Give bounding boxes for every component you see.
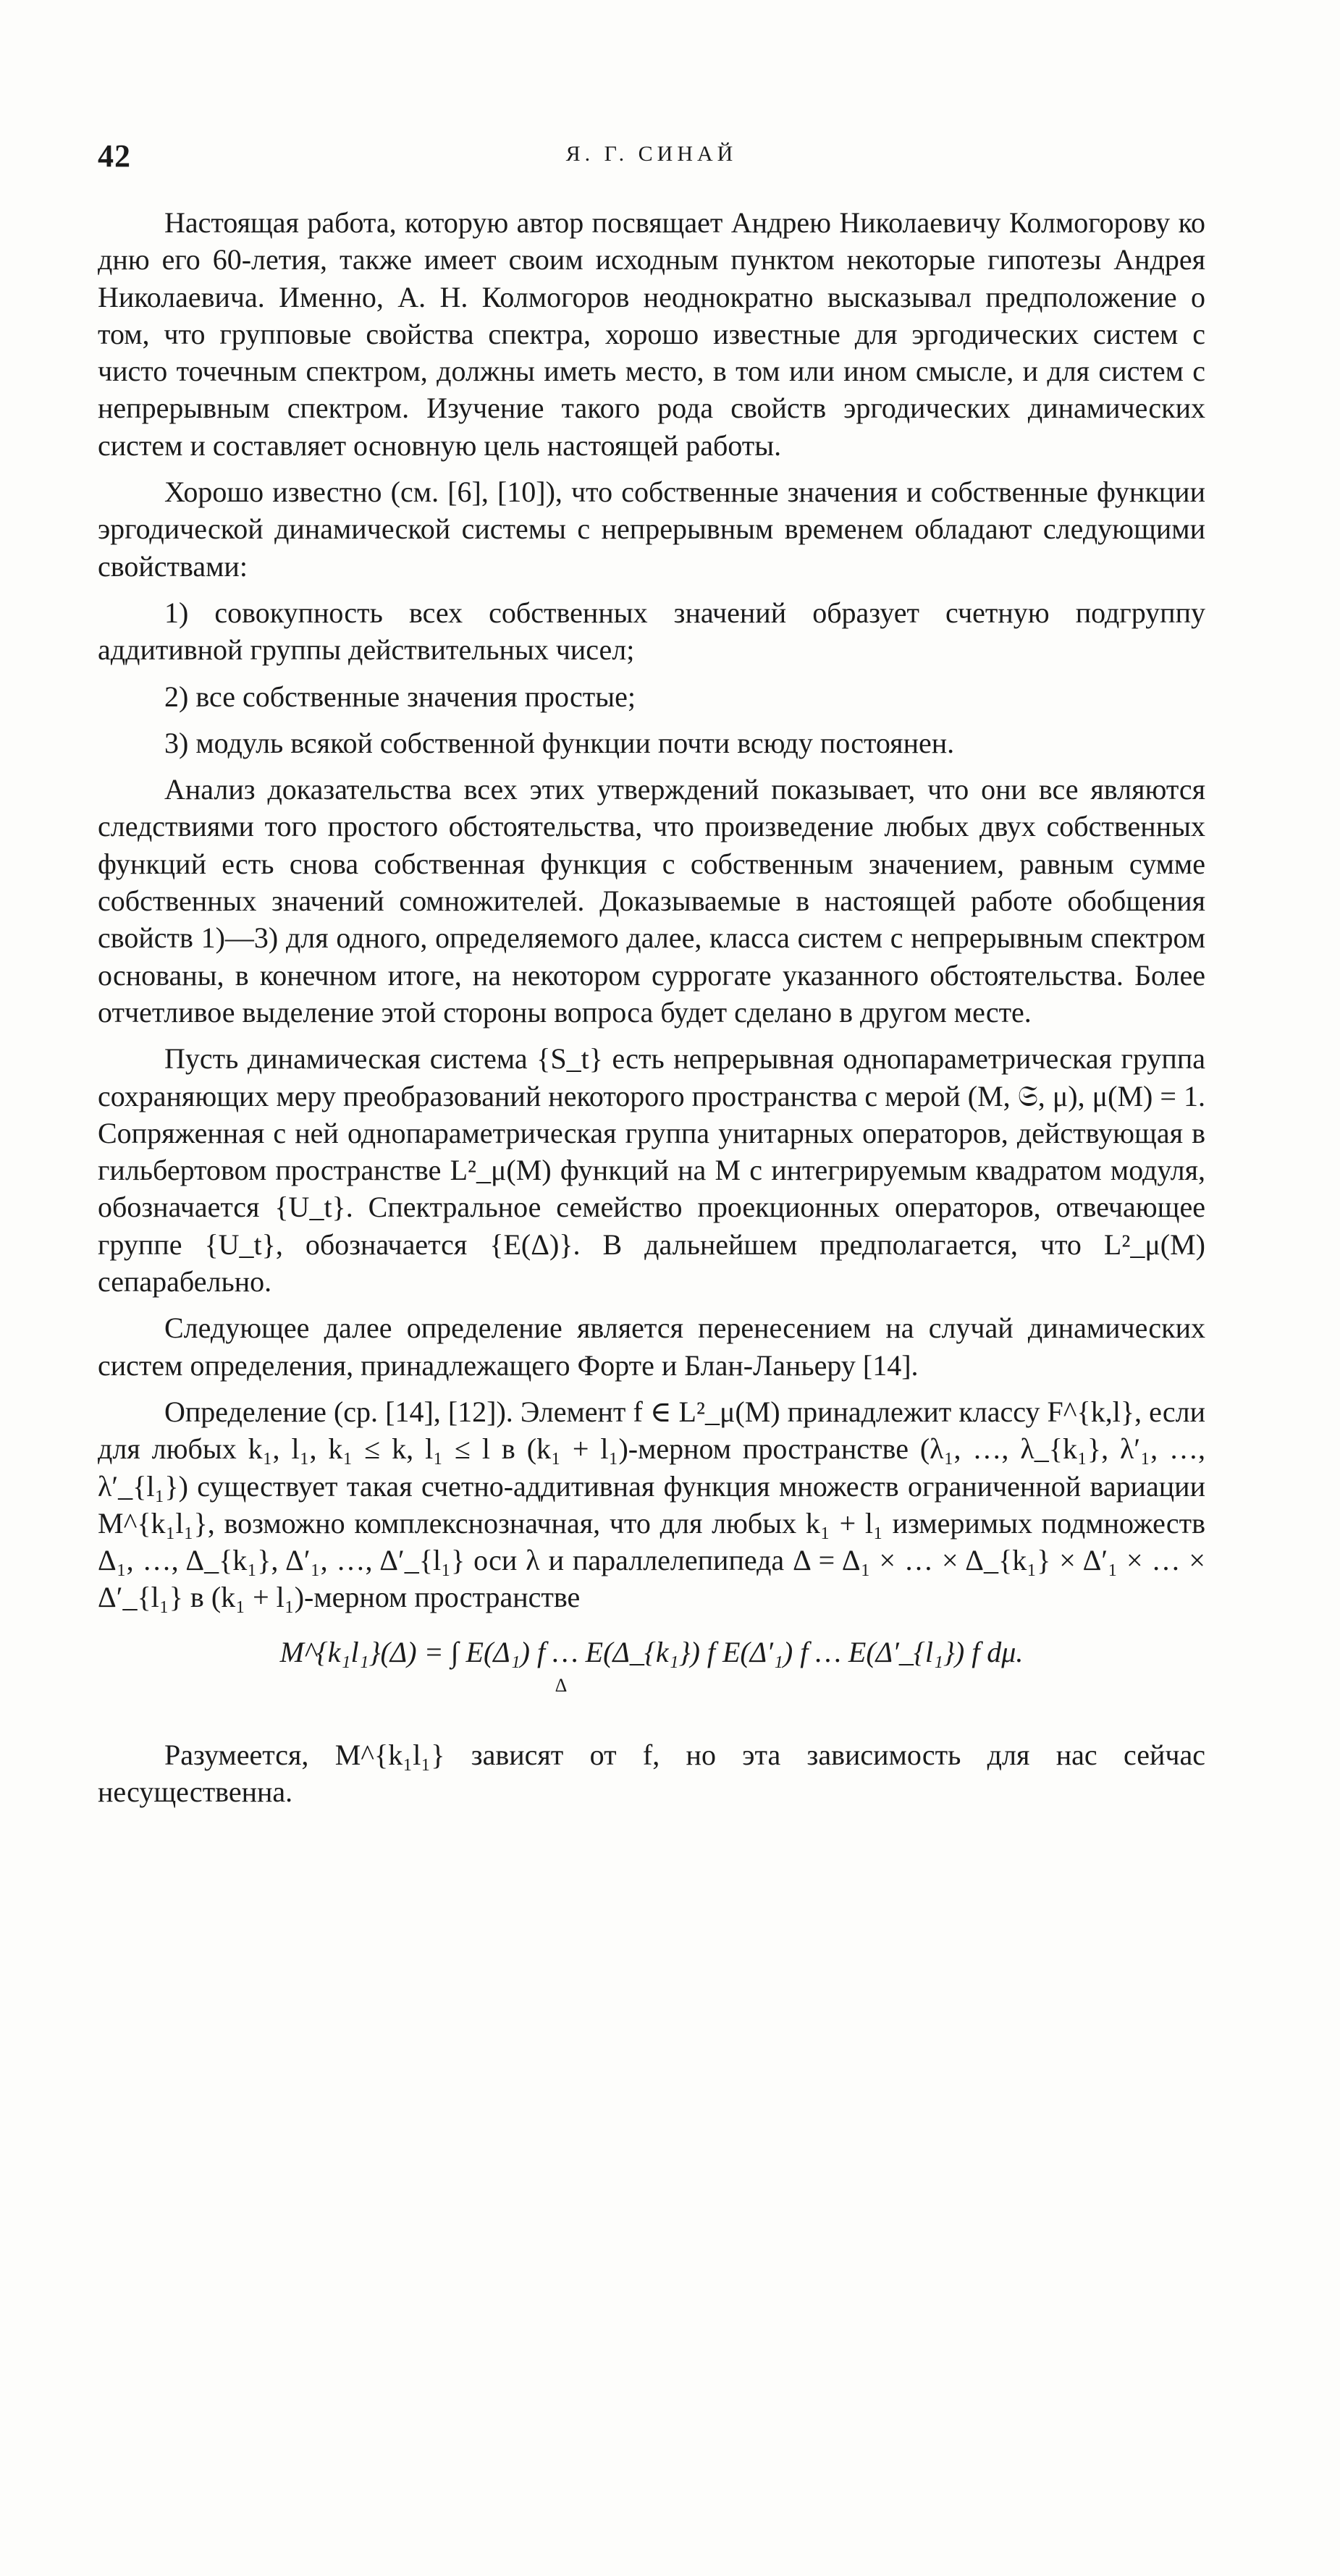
paragraph-closing: Разумеется, M^{k₁l₁} зависят от f, но эта зависимость для нас сейчас несущественна.: [98, 1738, 1205, 1808]
display-formula: [98, 1631, 1205, 1707]
page-body: [98, 204, 1205, 1820]
paragraph-dedication: Настоящая работа, которую автор посвящает Андрею Николаевичу Колмогорову ко дню его 60-летия, также имеет своим исходным пунктом некоторые гипотезы Андрея Николаевича. Именно, А. Н. Колмогоров неоднократно высказывал предположение о том, что групповые свойства спектра, хорошо известные для эргодических систем с чисто точечным спектром, должны иметь место, в том или ином смысле, и для систем с непрерывным спектром. Изучение такого рода свойств эргодических динамических систем и составляет основную цель настоящей работы.: [98, 206, 1205, 462]
list-item-2: 2) все собственные значения простые;: [164, 680, 636, 713]
paragraph-eigen-intro: Хорошо известно (см. [6], [10]), что собственные значения и собственные функции эргодической динамической системы с непрерывным временем обладают следующими свойствами:: [98, 476, 1205, 583]
paragraph-analysis: Анализ доказательства всех этих утверждений показывает, что они все являются следствиями того простого обстоятельства, что произведение любых двух собственных функций есть снова собственная функция с собственным значением, равным сумме собственных значений сомножителей. Доказываемые в настоящей работе обобщения свойств 1)—3) для одного, определяемого далее, класса систем с непрерывным спектром основаны, в конечном итоге, на некотором суррогате указанного обстоятельства. Более отчетливое выделение этой стороны вопроса будет сделано в другом месте.: [98, 773, 1205, 1029]
page-number: 42: [98, 138, 131, 174]
formula-text: M^{k₁l₁}(Δ) = ∫ E(Δ₁) f … E(Δ_{k₁}) f E(Δ′₁) f … E(Δ′_{l₁}) f dμ.: [279, 1635, 1024, 1668]
paragraph-definition: Определение (ср. [14], [12]). Элемент f ∈ L²_μ(M) принадлежит классу F^{k,l}, если для любых k₁, l₁, k₁ ≤ k, l₁ ≤ l в (k₁ + l₁)-мерном пространстве (λ₁, …, λ_{k₁}, λ′₁, …, λ′_{l₁}) существует такая счетно-аддитивная функция множеств ограниченной вариации M^{k₁l₁}, возможно комплекснозначная, что для любых k₁ + l₁ измеримых подмножеств Δ₁, …, Δ_{k₁}, Δ′₁, …, Δ′_{l₁} оси λ и параллелепипеда Δ = Δ₁ × … × Δ_{k₁} × Δ′₁ × … × Δ′_{l₁} в (k₁ + l₁)-мерном пространстве: [98, 1395, 1206, 1614]
running-title: Я. Г. СИНАЙ: [565, 142, 738, 166]
list-item-1: 1) совокупность всех собственных значений образует счетную подгруппу аддитивной группы действительных чисел;: [98, 596, 1205, 667]
paragraph-dynamical-system: Пусть динамическая система {S_t} есть непрерывная однопараметрическая группа сохраняющих меру преобразований некоторого пространства с мерой (M, 𝔖, μ), μ(M) = 1. Сопряженная с ней однопараметрическая группа унитарных операторов, действующая в гильбертовом пространстве L²_μ(M) функций на M с интегрируемым квадратом модуля, обозначается {U_t}. Спектральное семейство проекционных операторов, отвечающее группе {U_t}, обозначается {E(Δ)}. В дальнейшем предполагается, что L²_μ(M) сепарабельно.: [98, 1042, 1205, 1298]
integral-domain: Δ: [555, 1674, 568, 1696]
list-item-3: 3) модуль всякой собственной функции почти всюду постоянен.: [164, 726, 955, 759]
paragraph-definition-intro: Следующее далее определение является перенесением на случай динамических систем определения, принадлежащего Форте и Блан-Ланьеру [14].: [98, 1312, 1205, 1382]
running-head: [98, 138, 1205, 181]
